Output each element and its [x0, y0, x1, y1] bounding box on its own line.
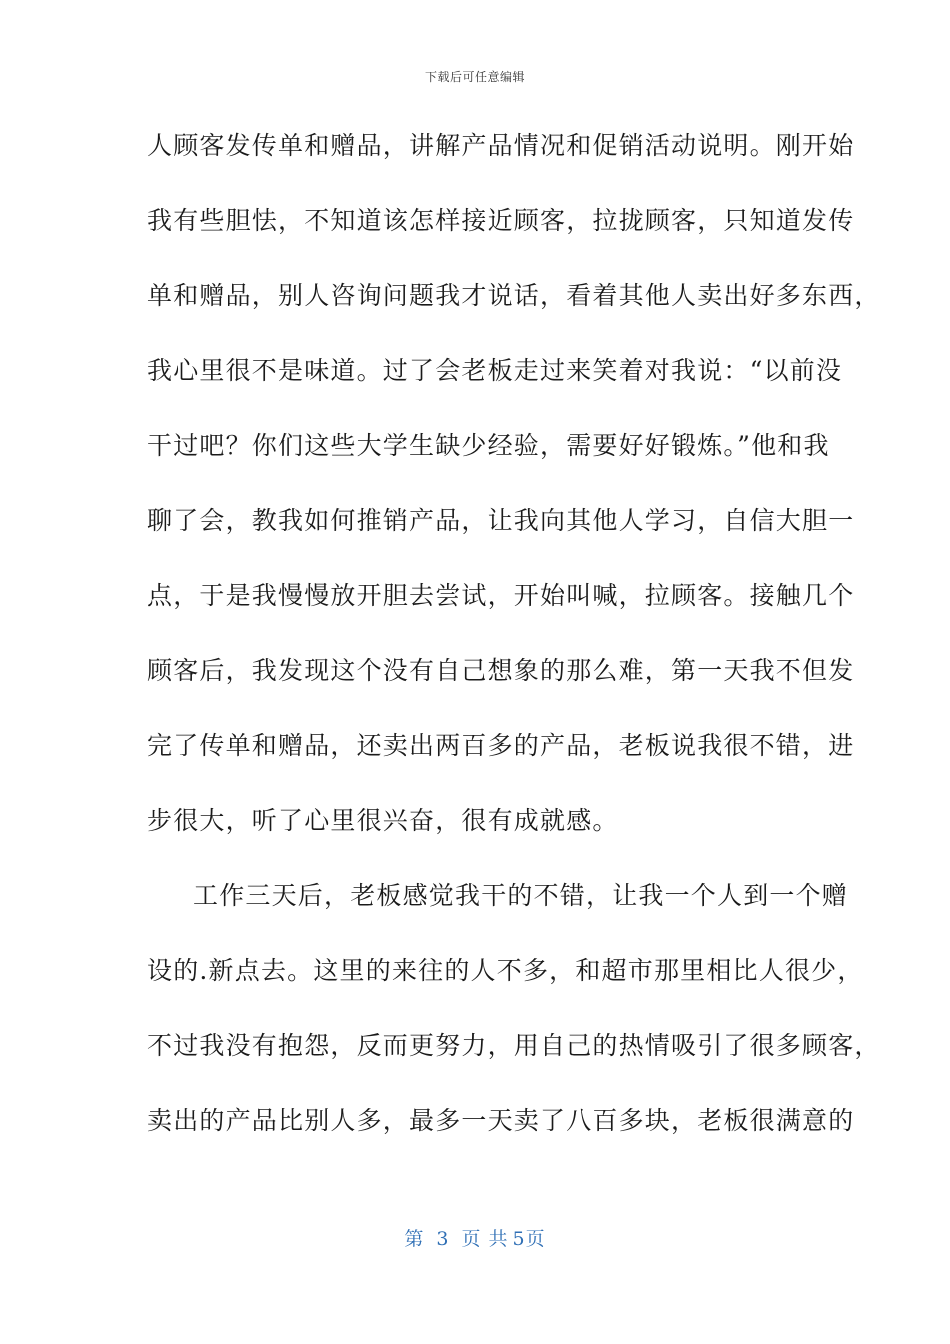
text-line: 顾客后，我发现这个没有自己想象的那么难，第一天我不但发 — [147, 656, 855, 685]
text-line: 不过我没有抱怨，反而更努力，用自己的热情吸引了很多顾客， — [147, 1031, 881, 1060]
text-line: 干过吧？你们这些大学生缺少经验，需要好好锻炼。”他和我 — [147, 431, 830, 460]
text-line: 卖出的产品比别人多，最多一天卖了八百多块，老板很满意的 — [147, 1106, 855, 1135]
page-number-current: 3 — [436, 1228, 450, 1250]
text-line: 我有些胆怯，不知道该怎样接近顾客，拉拢顾客，只知道发传 — [147, 206, 855, 235]
page-number-total: 5页 — [512, 1228, 546, 1250]
page-number-prefix: 第 — [404, 1228, 425, 1250]
page-header: 下载后可任意编辑 — [424, 70, 525, 84]
text-line: 单和赠品，别人咨询问题我才说话，看着其他人卖出好多东西， — [147, 281, 881, 310]
text-line: 聊了会，教我如何推销产品，让我向其他人学习，自信大胆一 — [147, 506, 855, 535]
paragraph-1 — [147, 122, 881, 872]
paragraph-2 — [147, 872, 881, 1172]
page-number-middle: 页 共 — [461, 1228, 509, 1250]
text-line: 点，于是我慢慢放开胆去尝试，开始叫喊，拉顾客。接触几个 — [147, 581, 855, 610]
page-footer — [0, 1224, 950, 1251]
text-line: 设的.新点去。这里的来往的人不多，和超市那里相比人很少， — [147, 956, 864, 985]
text-line: 我心里很不是味道。过了会老板走过来笑着对我说：“以前没 — [147, 356, 843, 385]
text-line: 工作三天后，老板感觉我干的不错，让我一个人到一个赠 — [193, 881, 849, 910]
document-body — [147, 122, 881, 1172]
text-line: 人顾客发传单和赠品，讲解产品情况和促销活动说明。刚开始 — [147, 131, 855, 160]
text-line: 步很大，听了心里很兴奋，很有成就感。 — [147, 806, 619, 835]
text-line: 完了传单和赠品，还卖出两百多的产品，老板说我很不错，进 — [147, 731, 855, 760]
